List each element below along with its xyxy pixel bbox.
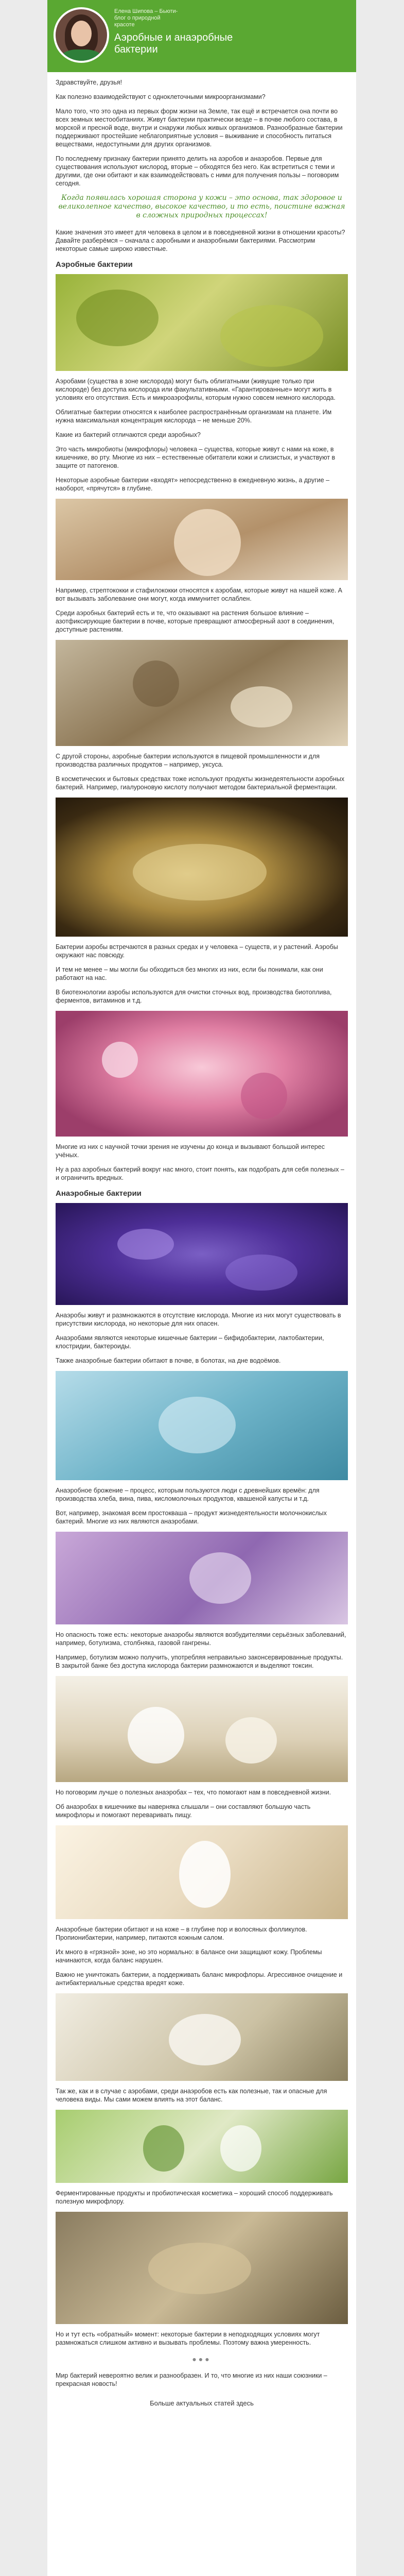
paragraph: И тем не менее – мы могли бы обходиться без многих из них, если бы понимали, как они работают на нас. (56, 966, 323, 981)
paragraph: Об анаэробах в кишечнике вы наверняка слышали – они составляют большую часть микрофлоры и помогают переваривать пищу. (56, 1803, 311, 1819)
pink-bacteria-image (56, 1011, 348, 1137)
paragraph: Также анаэробные бактерии обитают в почве, в болотах, на дне водоёмов. (56, 1357, 281, 1364)
paragraph: В косметических и бытовых средствах тоже используют продукты жизнедеятельности аэробных бактерий. Например, гиалуроновую кислоту получают методом бактериальной ферментации. (56, 775, 345, 791)
article-title: Аэробные и анаэробные бактерии (114, 32, 233, 55)
paragraph: Как полезно взаимодействуют с одноклеточными микроорганизмами? (56, 93, 266, 100)
paragraph: Анаэробные бактерии обитают и на коже – в глубине пор и волосяных фолликулов. Пропионибактерии, например, питаются кожным салом. (56, 1926, 307, 1941)
paragraph: Какие из бактерий отличаются среди аэробных? (56, 431, 201, 438)
paragraph: Ферментированные продукты и пробиотическая косметика – хороший способ поддерживать полезную микрофлору. (56, 2190, 333, 2205)
probiotic-products-image (56, 2110, 348, 2183)
article-body (47, 72, 356, 2407)
paragraph: Некоторые аэробные бактерии «входят» непосредственно в ежедневную жизнь, а другие – наоборот, «прячутся» в глубине. (56, 477, 330, 492)
paragraph: Вот, например, знакомая всем простокваша – продукт жизнедеятельности молочнокислых бактерий. Многие из них являются анаэробами. (56, 1510, 327, 1525)
yogurt-image (56, 1993, 348, 2081)
author-avatar (54, 7, 109, 63)
milk-glass-image (56, 1825, 348, 1919)
pull-quote: Когда появилась хорошая сторона у кожи – это основа, так здоровое и великолепное качество, высокое качество, и то есть, поистине важная в сложных природных процессах! (58, 194, 345, 219)
header (47, 0, 356, 72)
fermented-food-image (56, 798, 348, 937)
bread-image (56, 2212, 348, 2324)
paragraph: Облигатные бактерии относятся к наиболее распространённым организмам на планете. Им нужна максимальная концентрация кислорода – не меньше 20%. (56, 409, 332, 424)
lilac-bacteria-image (56, 1532, 348, 1624)
paragraph: Анаэробы живут и размножаются в отсутствие кислорода. Многие из них могут существовать в присутствии кислорода, но некоторые для них опасен. (56, 1312, 341, 1327)
bacteria-microscope-image (56, 640, 348, 746)
paragraph: Аэробами (существа в зоне кислорода) могут быть облигатными (живущие только при кислороде) без доступа кислорода или факультативными. «Гарантированные» могут жить в условиях его отсутствия. Есть и микроаэрофилы, которым нужно совсем немного кислорода. (56, 378, 336, 401)
paragraph: Анаэробное брожение – процесс, которым пользуются люди с древнейших времён: для производства хлеба, вина, пива, кисломолочных продуктов, квашеной капусты и т.д. (56, 1487, 320, 1502)
paragraph: Например, ботулизм можно получить, употребляя неправильно законсервированные продукты. В закрытой банке без доступа кислорода бактерии размножаются и выделяют токсин. (56, 1654, 343, 1669)
skin-care-image (56, 499, 348, 580)
paragraph: Многие из них с научной точки зрения не изучены до конца и вызывают большой интерес учёных. (56, 1143, 325, 1159)
paragraph: Бактерии аэробы встречаются в разных средах и у человека – существ, и у растений. Аэробы окружают нас повсюду. (56, 943, 338, 959)
paragraph: По последнему признаку бактерии принято делить на аэробов и анаэробов. Первые для существования используют кислород, вторые – обходятся без него. Как встретиться с теми и другими, где они обитают и как взаимодействовать с ними для получения пользы – поговорим сегодня. (56, 155, 339, 187)
paragraph: Например, стрептококки и стафилококки относятся к аэробам, которые живут на нашей коже. А вот вызывать заболевание они могут, когда иммунитет ослаблен. (56, 587, 342, 602)
paragraph: Ну а раз аэробных бактерий вокруг нас много, стоит понять, как подобрать для себя полезных – и ограничить вредных. (56, 1166, 344, 1181)
paragraph: Мир бактерий невероятно велик и разнообразен. И то, что многие из них наши союзники – прекрасная новость! (56, 2372, 327, 2387)
greeting: Здравствуйте, друзья! (56, 79, 122, 86)
divider: ●●● (192, 2355, 212, 2363)
paragraph: Мало того, что это одна из первых форм жизни на Земле, так ещё и встречается она почти во всех земных местообитаниях. Живут бактерии практически везде – в почве любого состава, в морской и пресной воде, внутри и снаружи любых живых организмов. Разнообразные бактерии поддерживают простейшие неблагоприятные условия – выживание и способность питаться веществами, недоступными для других организмов. (56, 108, 343, 148)
paragraph: Это часть микробиоты (микрофлоры) человека – существа, которые живут с нами на коже, в кишечнике, во рту. Многие из них – естественные обитатели кожи и слизистых, и участвуют в защите от патогенов. (56, 446, 336, 469)
paragraph: Анаэробами являются некоторые кишечные бактерии – бифидобактерии, лактобактерии, клостридии, бактероиды. (56, 1334, 324, 1350)
purple-bacteria-image (56, 1203, 348, 1305)
moss-image (56, 274, 348, 371)
paragraph: Так же, как и в случае с аэробами, среди анаэробов есть как полезные, так и опасные для человека виды. Мы сами можем влиять на этот баланс. (56, 2088, 327, 2103)
brand-name[interactable]: Елена Шипова – Бьюти-блог о природной красоте (114, 8, 178, 28)
section-heading-aerobic: Аэробные бактерии (56, 260, 133, 269)
paragraph: Но поговорим лучше о полезных анаэробах – тех, что помогают нам в повседневной жизни. (56, 1789, 331, 1796)
paragraph: Важно не уничтожать бактерии, а поддерживать баланс микрофлоры. Агрессивное очищение и антибактериальные средства вредят коже. (56, 1971, 343, 1987)
paragraph: Но и тут есть «обратный» момент: некоторые бактерии в неподходящих условиях могут размножаться слишком активно и вызывать проблемы. Поэтому важна умеренность. (56, 2331, 320, 2346)
paragraph: С другой стороны, аэробные бактерии используются в пищевой промышленности и для производства различных продуктов – например, уксуса. (56, 753, 320, 768)
more-articles-link[interactable]: Больше актуальных статей здесь (150, 2399, 254, 2407)
paragraph: Их много в «грязной» зоне, но это нормально: в балансе они защищают кожу. Проблемы начинаются, когда баланс нарушен. (56, 1948, 322, 1964)
section-heading-anaerobic: Анаэробные бактерии (56, 1189, 142, 1198)
email-page (47, 0, 356, 2576)
paragraph: В биотехнологии аэробы используются для очистки сточных вод, производства биотоплива, ферментов, витаминов и т.д. (56, 989, 332, 1004)
paragraph: Какие значения это имеет для человека в целом и в повседневной жизни в отношении красоты? Давайте разберёмся – сначала с аэробными и анаэробными бактериями. Рассмотрим некоторые самые широко известные. (56, 229, 345, 252)
dairy-products-image (56, 1676, 348, 1782)
paragraph: Среди аэробных бактерий есть и те, что оказывают на растения большое влияние – азотфиксирующие бактерии в почве, которые превращают атмосферный азот в соединения, доступные растениям. (56, 609, 335, 633)
paragraph: Но опасность тоже есть: некоторые анаэробы являются возбудителями серьёзных заболеваний, например, ботулизма, столбняка, газовой гангрены. (56, 1631, 346, 1647)
blue-bacteria-image (56, 1371, 348, 1480)
